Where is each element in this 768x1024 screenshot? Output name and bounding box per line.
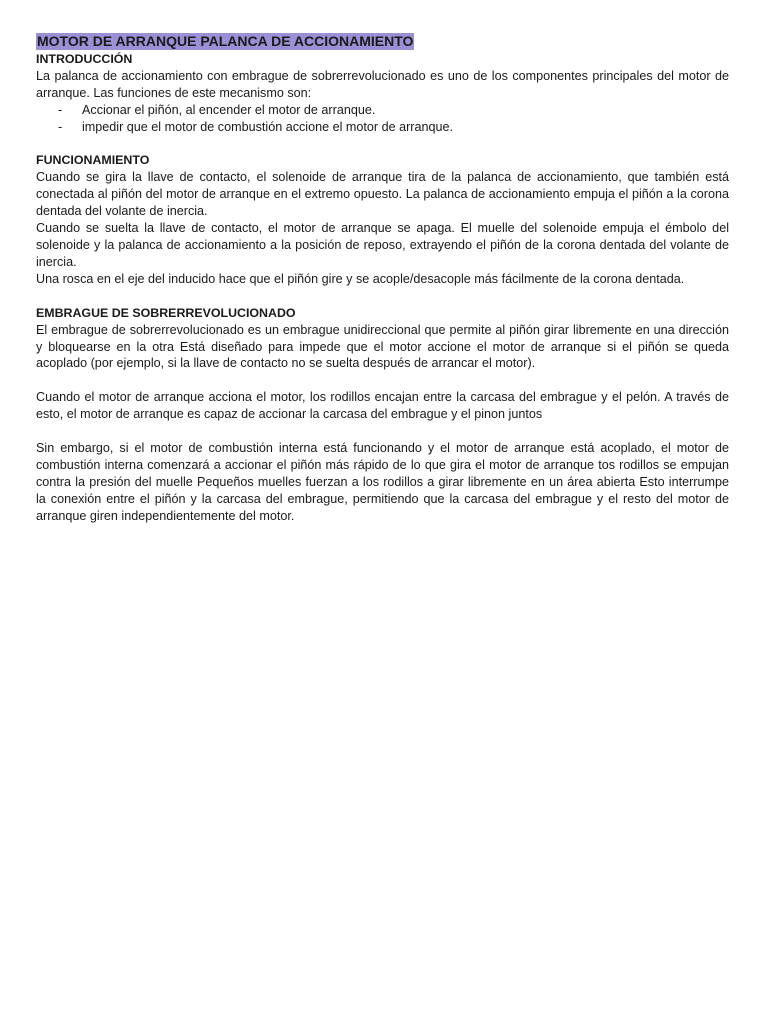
section-heading-embrague: EMBRAGUE DE SOBRERREVOLUCIONADO <box>36 305 296 320</box>
section-funcionamiento <box>36 152 729 287</box>
embrague-paragraph-3: Sin embargo, si el motor de combustión interna está funcionando y el motor de arranque está acoplado, el motor de combustión interna comenzará a accionar el piñón más rápido de lo que gira el motor de arranque tos rodillos se empujan contra la presión del muelle Pequeños muelles fuerzan a los rodillos a girar libremente en un área abierta Esto interrumpe la conexión entre el piñón y la carcasa del embrague, permitiendo que la carcasa del embrague y el resto del motor de arranque giren independientemente del motor. <box>36 441 729 523</box>
dash-bullet-icon: - <box>58 102 63 117</box>
section-heading-introduccion: INTRODUCCIÓN <box>36 51 133 66</box>
section-embrague <box>36 305 729 525</box>
list-item: - Accionar el piñón, al encender el motor de arranque. <box>58 102 376 117</box>
intro-paragraph: La palanca de accionamiento con embrague de sobrerrevolucionado es uno de los componentes principales del motor de arranque. Las funciones de este mecanismo son: <box>36 68 729 100</box>
list-item: - impedir que el motor de combustión accione el motor de arranque. <box>58 119 454 134</box>
dash-bullet-icon: - <box>58 119 63 134</box>
section-introduccion <box>36 51 729 136</box>
embrague-paragraph-1: El embrague de sobrerrevolucionado es un embrague unidireccional que permite al piñón girar libremente en una dirección y bloquearse en la otra Está diseñado para impede que el motor accione el motor de arranque si el piñón se queda acoplado (por ejemplo, si la llave de contacto no se suelta después de arrancar el motor). <box>36 322 729 371</box>
funcionamiento-paragraph-2: Cuando se suelta la llave de contacto, el motor de arranque se apaga. El muelle del solenoide empuja el émbolo del solenoide y la palanca de accionamiento a la posición de reposo, extrayendo el piñón de la corona dentada del volante de inercia. <box>36 221 729 269</box>
document-title: MOTOR DE ARRANQUE PALANCA DE ACCIONAMIENTO <box>37 33 414 49</box>
funcionamiento-paragraph-3: Una rosca en el eje del inducido hace que el piñón gire y se acople/desacople más fácilmente de la corona dentada. <box>36 271 685 286</box>
functions-list <box>36 102 729 136</box>
embrague-paragraph-2: Cuando el motor de arranque acciona el motor, los rodillos encajan entre la carcasa del embrague y el pelón. A través de esto, el motor de arranque es capaz de accionar la carcasa del embrague y el pinon juntos <box>36 390 729 422</box>
funcionamiento-paragraph-1: Cuando se gira la llave de contacto, el solenoide de arranque tira de la palanca de accionamiento, que también está conectada al piñón del motor de arranque en el extremo opuesto. La palanca de accionamiento empuja el piñón a la corona dentada del volante de inercia. <box>36 170 729 219</box>
section-heading-funcionamiento: FUNCIONAMIENTO <box>36 153 150 168</box>
